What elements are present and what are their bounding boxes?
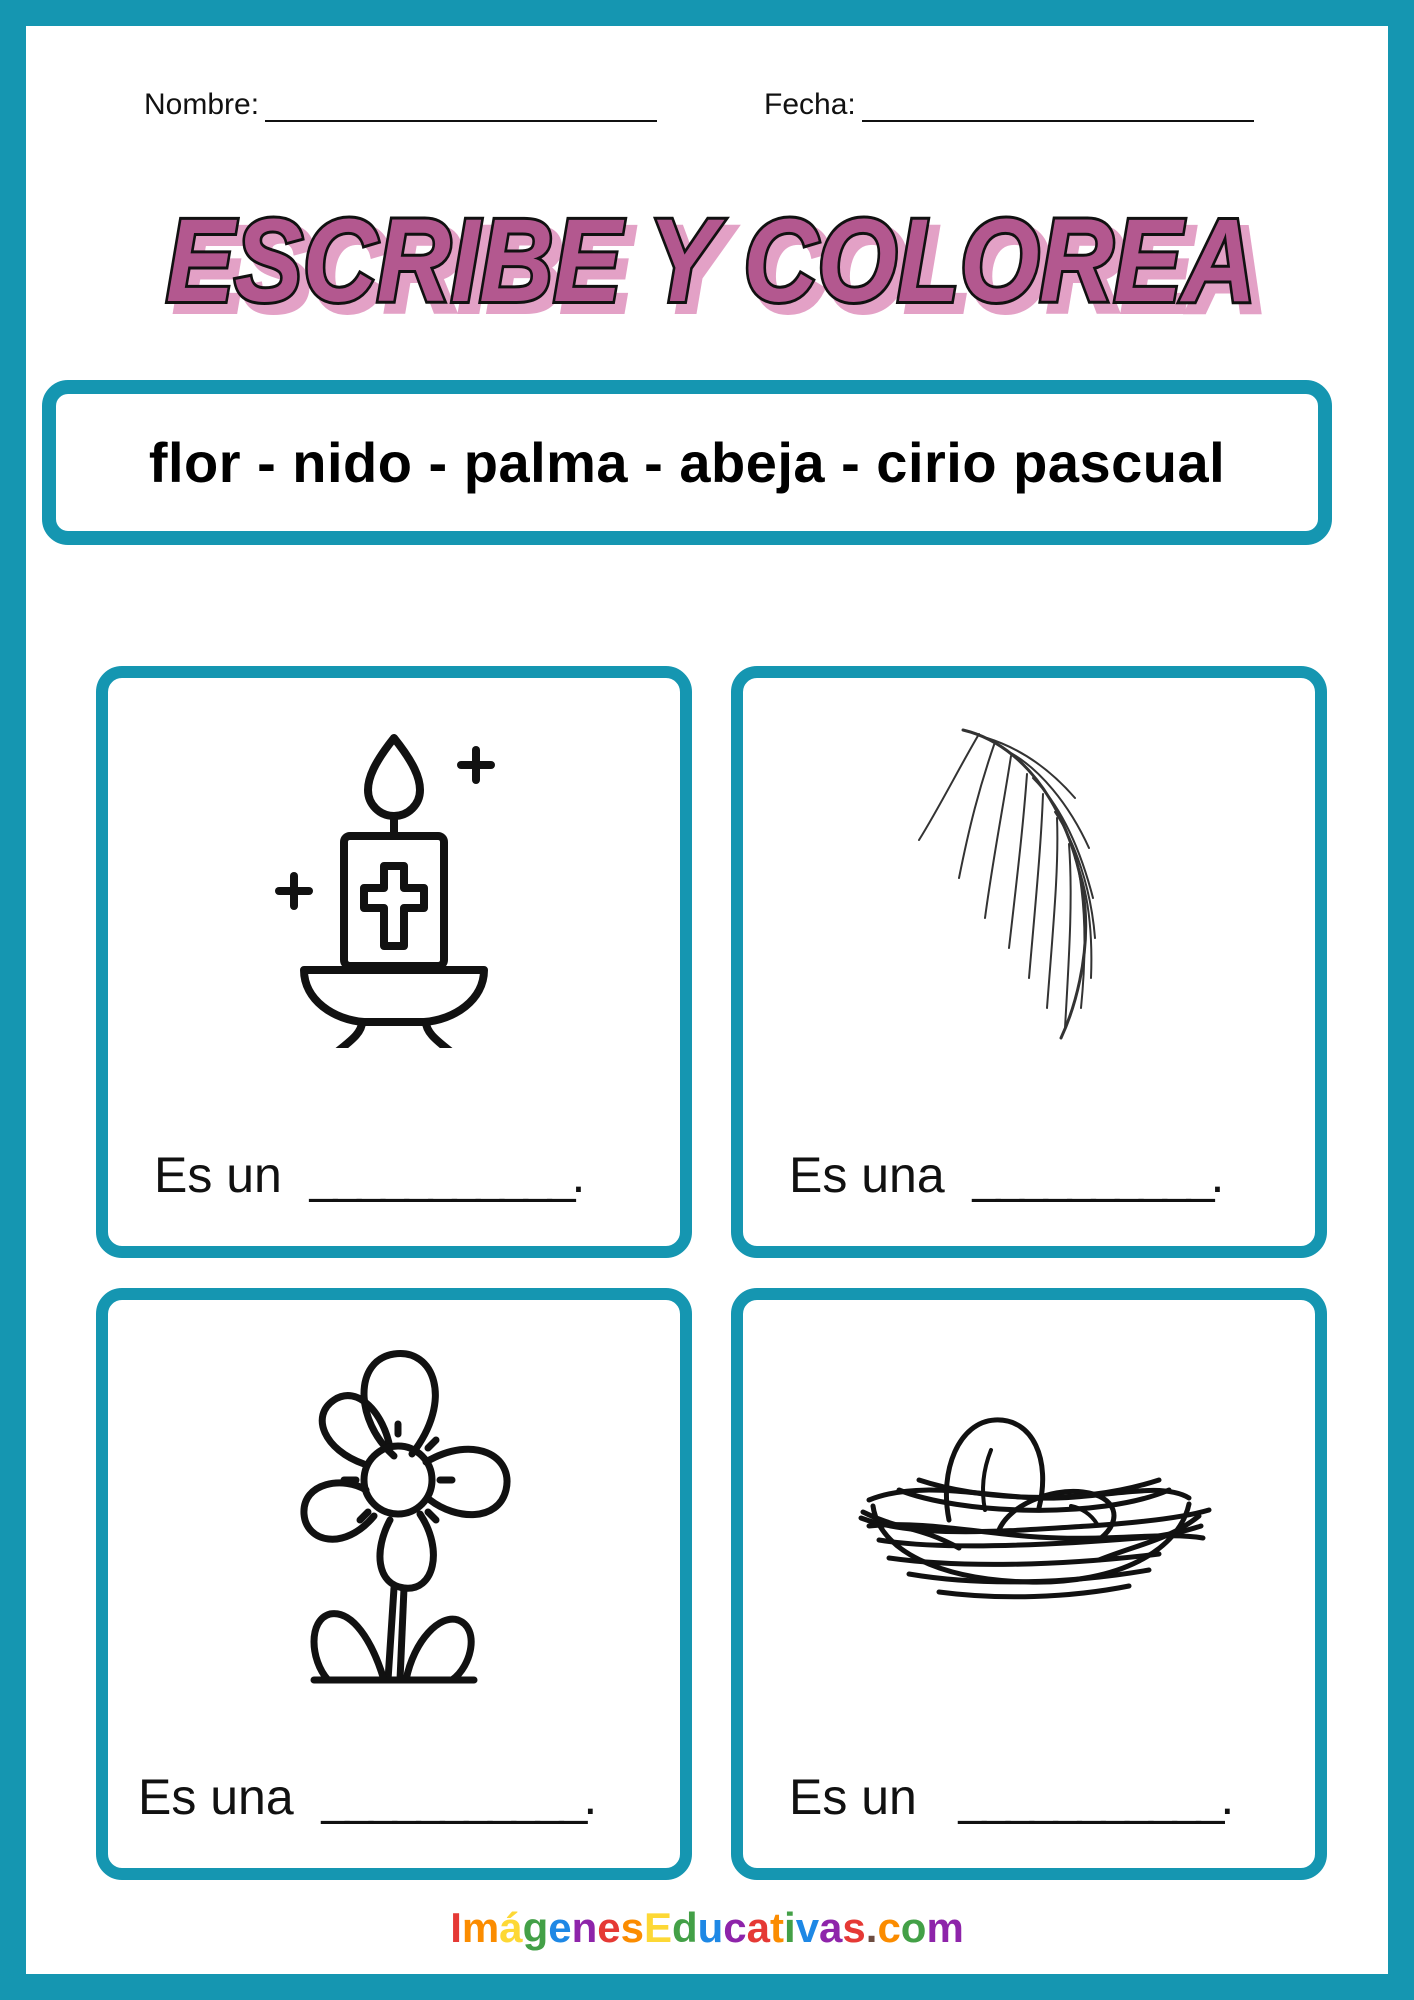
nest-caption: [789, 1768, 1230, 1826]
nest-icon: [743, 1330, 1315, 1690]
footer-letter: e: [597, 1904, 621, 1951]
date-field: [764, 88, 1254, 122]
footer-letter: s: [620, 1904, 644, 1951]
easter-candle-icon: [108, 708, 680, 1068]
footer-letter: a: [746, 1904, 771, 1951]
palm-leaf-icon: [743, 708, 1315, 1068]
footer-letter: i: [784, 1904, 796, 1951]
card-nest: [731, 1288, 1327, 1880]
palm-answer-blank[interactable]: __________.: [972, 1147, 1221, 1203]
footer-letter: d: [671, 1904, 698, 1951]
title-shadow: ESCRIBE Y COLOREA: [175, 204, 1265, 336]
date-line[interactable]: [862, 90, 1254, 122]
footer-letter: s: [842, 1904, 866, 1951]
palm-caption-prefix: Es una: [789, 1147, 945, 1203]
page-title: [146, 186, 1276, 336]
footer-letter: t: [770, 1904, 785, 1951]
footer-letter: n: [571, 1904, 598, 1951]
name-label: Nombre:: [144, 88, 260, 121]
footer-letter: m: [461, 1904, 500, 1951]
title-text: ESCRIBE Y COLOREA: [166, 195, 1256, 327]
nest-caption-prefix: Es un: [789, 1769, 917, 1825]
word-bank-text: flor - nido - palma - abeja - cirio pascual: [148, 431, 1226, 494]
name-line[interactable]: [265, 90, 657, 122]
footer-letter: .: [865, 1904, 878, 1951]
footer-letter: u: [697, 1904, 724, 1951]
footer-letter: v: [795, 1904, 820, 1951]
card-flower: [96, 1288, 692, 1880]
footer-letter: c: [723, 1904, 747, 1951]
candle-caption-prefix: Es un: [154, 1147, 282, 1203]
card-palm: [731, 666, 1327, 1258]
footer-brand: [26, 1904, 1388, 1952]
flower-answer-blank[interactable]: ___________.: [321, 1769, 594, 1825]
footer-letter: e: [548, 1904, 572, 1951]
candle-caption: [154, 1146, 581, 1204]
footer-letter: c: [877, 1904, 901, 1951]
palm-caption: [789, 1146, 1220, 1204]
flower-icon: [108, 1330, 680, 1690]
name-field: [144, 88, 657, 122]
flower-caption-prefix: Es una: [138, 1769, 294, 1825]
footer-letter: á: [499, 1904, 523, 1951]
footer-letter: E: [643, 1904, 672, 1951]
footer-letter: g: [522, 1904, 549, 1951]
footer-letter: a: [819, 1904, 843, 1951]
date-label: Fecha:: [764, 88, 856, 121]
footer-letter: o: [900, 1904, 927, 1951]
card-easter-candle: [96, 666, 692, 1258]
flower-caption: [138, 1768, 593, 1826]
candle-answer-blank[interactable]: ___________.: [309, 1147, 582, 1203]
footer-letter: I: [450, 1904, 462, 1951]
nest-answer-blank[interactable]: ___________.: [958, 1769, 1231, 1825]
footer-letter: m: [926, 1904, 964, 1951]
word-bank: [42, 380, 1332, 545]
